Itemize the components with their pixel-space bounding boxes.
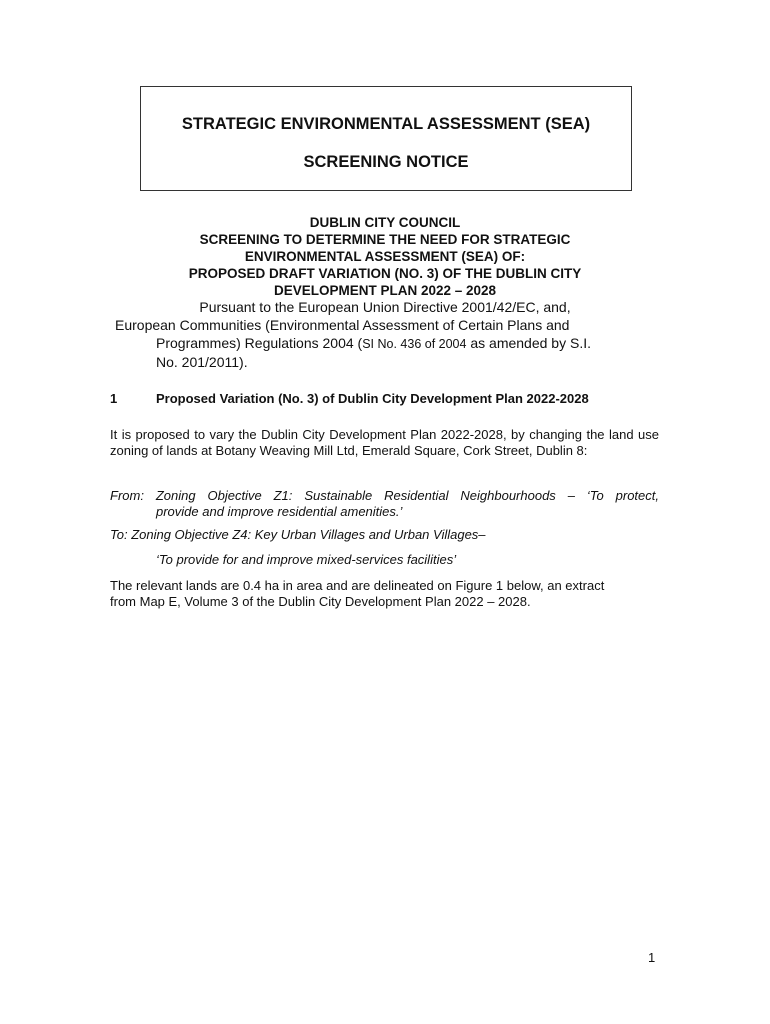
document-title: STRATEGIC ENVIRONMENTAL ASSESSMENT (SEA) (181, 115, 591, 133)
legal-basis-text: as amended by S.I. (466, 335, 591, 351)
page-number: 1 (648, 950, 656, 965)
legal-basis-line: European Communities (Environmental Assessment of Certain Plans and (115, 317, 570, 333)
council-heading-line: ENVIRONMENTAL ASSESSMENT (SEA) OF: (244, 249, 526, 264)
title-box (140, 86, 632, 191)
from-zoning-line: From: Zoning Objective Z1: Sustainable Residential Neighbourhoods – ‘To protect, (110, 488, 659, 503)
to-zoning-line: To: Zoning Objective Z4: Key Urban Villages and Urban Villages– (110, 527, 486, 542)
section-number: 1 (110, 391, 118, 406)
section-title: Proposed Variation (No. 3) of Dublin City Development Plan 2022-2028 (156, 391, 589, 406)
document-subtitle: SCREENING NOTICE (303, 153, 469, 171)
legal-basis-line: No. 201/2011). (156, 354, 248, 370)
council-heading-line: DEVELOPMENT PLAN 2022 – 2028 (273, 283, 497, 298)
si-reference: SI No. 436 of 2004 (362, 337, 467, 351)
intro-paragraph: It is proposed to vary the Dublin City Development Plan 2022-2028, by changing the land use zoning of lands at Botany Weaving Mill Ltd, Emerald Square, Cork Street, Dublin 8: (110, 427, 659, 458)
council-heading-line: PROPOSED DRAFT VARIATION (NO. 3) OF THE DUBLIN CITY (188, 266, 582, 281)
relevant-lands-line: from Map E, Volume 3 of the Dublin City Development Plan 2022 – 2028. (110, 594, 531, 609)
legal-basis-line (156, 334, 670, 353)
from-zoning-line: provide and improve residential amenities.’ (156, 504, 403, 519)
legal-basis-text: Programmes) Regulations 2004 ( (156, 335, 363, 351)
to-zoning-quote: ‘To provide for and improve mixed-services facilities’ (156, 552, 457, 567)
council-name: DUBLIN CITY COUNCIL (309, 215, 461, 230)
from-zoning-paragraph (110, 488, 659, 520)
relevant-lands-paragraph (110, 578, 659, 610)
legal-basis-line: Pursuant to the European Union Directive 2001/42/EC, and, (199, 299, 571, 315)
legal-basis-block (100, 298, 670, 371)
relevant-lands-line: The relevant lands are 0.4 ha in area and are delineated on Figure 1 below, an extract (110, 578, 605, 593)
council-heading-line: SCREENING TO DETERMINE THE NEED FOR STRATEGIC (199, 232, 571, 247)
council-heading-block (100, 214, 670, 299)
